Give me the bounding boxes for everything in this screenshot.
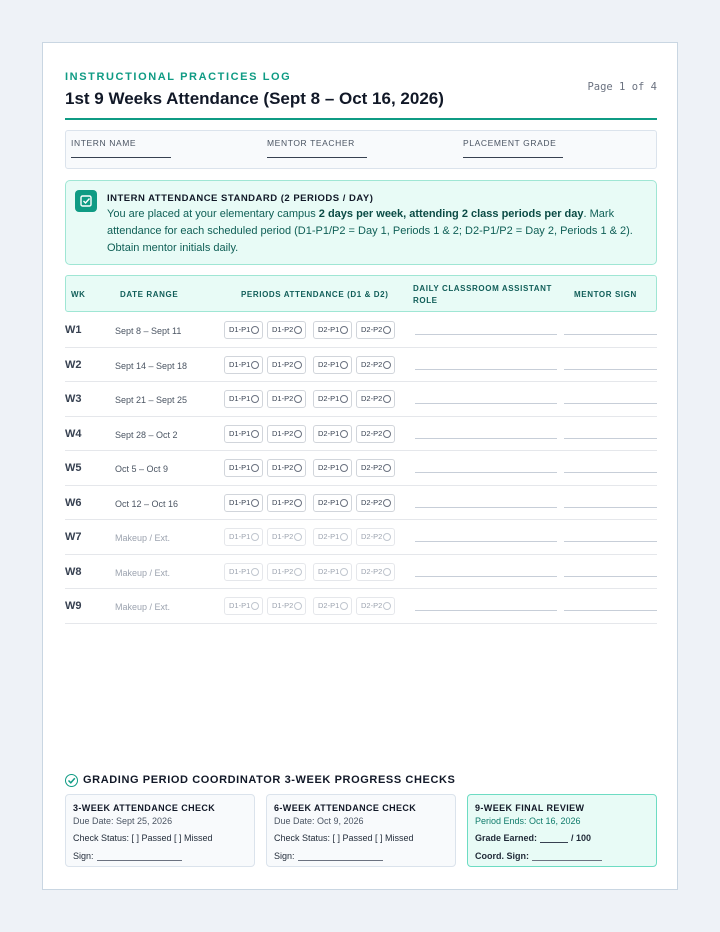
week-label: W5 xyxy=(65,462,82,474)
radio-circle-icon[interactable] xyxy=(294,533,302,541)
assistant-role-line[interactable] xyxy=(415,610,557,611)
intern-name-label: INTERN NAME xyxy=(71,138,137,148)
table-row xyxy=(65,555,657,590)
week-label: W4 xyxy=(65,427,82,440)
period-checkbox[interactable] xyxy=(356,528,395,546)
period-label: D1-P1 xyxy=(229,463,251,472)
week-label: W3 xyxy=(65,393,82,405)
mentor-sign-line[interactable] xyxy=(564,541,657,542)
radio-circle-icon[interactable] xyxy=(251,326,259,334)
date-range: Makeup / Ext. xyxy=(115,567,171,578)
period-checkbox[interactable] xyxy=(267,494,306,512)
table-row xyxy=(65,520,657,555)
header-divider xyxy=(65,118,657,120)
period-checkbox[interactable] xyxy=(313,321,352,339)
progress-checks-title xyxy=(65,774,455,786)
assistant-role-line[interactable] xyxy=(415,507,557,508)
period-checkbox[interactable] xyxy=(267,528,306,546)
period-checkbox[interactable] xyxy=(267,425,306,443)
radio-circle-icon[interactable] xyxy=(251,533,259,541)
col-periods: PERIODS ATTENDANCE (D1 & D2) xyxy=(241,290,389,299)
period-checkbox[interactable] xyxy=(356,563,395,581)
period-label: D2-P2 xyxy=(361,463,383,472)
radio-circle-icon[interactable] xyxy=(251,430,259,438)
period-label: D1-P1 xyxy=(229,566,251,576)
mentor-sign-line[interactable] xyxy=(564,472,657,473)
six-week-check-card xyxy=(266,794,456,867)
assistant-role-line[interactable] xyxy=(415,541,557,542)
radio-circle-icon[interactable] xyxy=(251,395,259,403)
period-checkbox[interactable] xyxy=(356,597,395,615)
week-label: W6 xyxy=(65,496,82,509)
radio-circle-icon[interactable] xyxy=(340,361,348,369)
standard-text: You are placed at your elementary campus 2 days per week, attending 2 class periods per day. Mark attendance for each scheduled period (D1-P1/P2 = Day 1, Periods 1 & 2; D2-P1/P2 = Day 2, Periods 1 & 2). Obtain mentor initials daily. xyxy=(107,208,633,254)
period-checkbox[interactable] xyxy=(356,321,395,339)
final-review-card xyxy=(467,794,657,867)
card-sign-field[interactable]: Sign: xyxy=(274,851,383,861)
card-check-status[interactable]: Check Status: [ ] Passed [ ] Missed xyxy=(73,833,213,843)
period-checkbox[interactable] xyxy=(313,425,352,443)
period-label: D1-P2 xyxy=(272,601,294,610)
radio-circle-icon[interactable] xyxy=(383,395,391,403)
mentor-sign-line[interactable] xyxy=(564,507,657,508)
checkbox-icon xyxy=(75,190,97,212)
card-sign-field[interactable]: Sign: xyxy=(73,851,182,861)
document-page xyxy=(42,42,678,890)
period-label: D2-P2 xyxy=(361,497,383,507)
week-label: W7 xyxy=(65,531,82,543)
date-range: Makeup / Ext. xyxy=(115,602,171,612)
mentor-sign-line[interactable] xyxy=(564,438,657,439)
period-label: D2-P2 xyxy=(361,532,383,541)
radio-circle-icon[interactable] xyxy=(340,499,348,507)
assistant-role-line[interactable] xyxy=(415,403,557,404)
radio-circle-icon[interactable] xyxy=(383,533,391,541)
period-checkbox[interactable] xyxy=(313,494,352,512)
mentor-sign-line[interactable] xyxy=(564,334,657,335)
col-wk: WK xyxy=(71,290,86,299)
period-label: D2-P1 xyxy=(318,359,340,369)
standard-title: INTERN ATTENDANCE STANDARD (2 PERIODS / DAY) xyxy=(107,193,374,204)
card-due-date: Due Date: Sept 25, 2026 xyxy=(73,816,173,826)
period-checkbox[interactable] xyxy=(267,321,306,339)
assistant-role-line[interactable] xyxy=(415,472,557,473)
card-due-date: Due Date: Oct 9, 2026 xyxy=(274,816,364,826)
period-label: D1-P1 xyxy=(229,325,251,334)
period-label: D1-P2 xyxy=(272,359,294,369)
period-label: D2-P1 xyxy=(318,566,340,576)
period-checkbox[interactable] xyxy=(313,563,352,581)
assistant-role-line[interactable] xyxy=(415,438,557,439)
period-checkbox[interactable] xyxy=(267,356,306,374)
assistant-role-line[interactable] xyxy=(415,369,557,370)
period-checkbox[interactable] xyxy=(224,528,263,546)
radio-circle-icon[interactable] xyxy=(340,430,348,438)
mentor-sign-line[interactable] xyxy=(564,369,657,370)
radio-circle-icon[interactable] xyxy=(383,326,391,334)
period-label: D1-P1 xyxy=(229,394,251,403)
radio-circle-icon[interactable] xyxy=(294,395,302,403)
period-label: D1-P1 xyxy=(229,497,251,507)
check-circle-icon xyxy=(65,774,78,787)
table-row xyxy=(65,348,657,383)
date-range: Sept 28 – Oct 2 xyxy=(115,429,178,440)
week-label: W8 xyxy=(65,565,82,578)
assistant-role-line[interactable] xyxy=(415,334,557,335)
radio-circle-icon[interactable] xyxy=(294,602,302,610)
period-checkbox[interactable] xyxy=(267,459,306,477)
period-label: D1-P1 xyxy=(229,359,251,369)
radio-circle-icon[interactable] xyxy=(383,499,391,507)
attendance-standard-callout xyxy=(65,180,657,265)
period-label: D2-P1 xyxy=(318,532,340,541)
radio-circle-icon[interactable] xyxy=(251,602,259,610)
col-mentor-sign: MENTOR SIGN xyxy=(574,290,637,299)
radio-circle-icon[interactable] xyxy=(340,602,348,610)
period-label: D2-P1 xyxy=(318,601,340,610)
mentor-teacher-line[interactable] xyxy=(267,157,367,158)
intern-name-line[interactable] xyxy=(71,157,171,158)
period-checkbox[interactable] xyxy=(313,459,352,477)
placement-grade-field[interactable] xyxy=(463,138,563,158)
grade-earned-field[interactable]: Grade Earned: / 100 xyxy=(475,833,592,843)
period-label: D2-P1 xyxy=(318,394,340,403)
period-checkbox[interactable] xyxy=(224,459,263,477)
radio-circle-icon[interactable] xyxy=(383,464,391,472)
radio-circle-icon[interactable] xyxy=(294,568,302,576)
card-title: 9-WEEK FINAL REVIEW xyxy=(475,803,585,813)
period-checkbox[interactable] xyxy=(267,390,306,408)
week-label: W1 xyxy=(65,324,82,336)
three-week-check-card xyxy=(65,794,255,867)
radio-circle-icon[interactable] xyxy=(294,361,302,369)
radio-circle-icon[interactable] xyxy=(383,602,391,610)
week-label: W2 xyxy=(65,358,82,371)
table-row xyxy=(65,589,657,624)
table-row xyxy=(65,486,657,521)
radio-circle-icon[interactable] xyxy=(383,568,391,576)
period-label: D1-P1 xyxy=(229,428,251,438)
signature-line[interactable] xyxy=(298,860,383,861)
period-label: D2-P1 xyxy=(318,497,340,507)
placement-grade-line[interactable] xyxy=(463,157,563,158)
period-checkbox[interactable] xyxy=(356,459,395,477)
period-label: D2-P2 xyxy=(361,359,383,369)
col-assistant-role: DAILY CLASSROOM ASSISTANT ROLE xyxy=(413,284,553,305)
period-checkbox[interactable] xyxy=(313,356,352,374)
period-checkbox[interactable] xyxy=(224,321,263,339)
signature-line[interactable] xyxy=(97,860,182,861)
table-row xyxy=(65,451,657,486)
card-period-end: Period Ends: Oct 16, 2026 xyxy=(475,816,581,826)
period-label: D1-P2 xyxy=(272,394,294,403)
date-range: Sept 14 – Sept 18 xyxy=(115,360,188,371)
week-label: W9 xyxy=(65,600,82,612)
radio-circle-icon[interactable] xyxy=(294,499,302,507)
period-label: D1-P2 xyxy=(272,325,294,334)
period-checkbox[interactable] xyxy=(313,597,352,615)
signature-line[interactable] xyxy=(532,860,602,861)
radio-circle-icon[interactable] xyxy=(294,464,302,472)
table-row xyxy=(65,313,657,348)
grade-line[interactable] xyxy=(540,842,568,843)
card-title: 3-WEEK ATTENDANCE CHECK xyxy=(73,803,216,813)
period-label: D2-P1 xyxy=(318,463,340,472)
date-range: Oct 12 – Oct 16 xyxy=(115,498,179,509)
radio-circle-icon[interactable] xyxy=(340,568,348,576)
radio-circle-icon[interactable] xyxy=(251,361,259,369)
radio-circle-icon[interactable] xyxy=(340,395,348,403)
mentor-teacher-label: MENTOR TEACHER xyxy=(267,138,355,148)
period-checkbox[interactable] xyxy=(267,563,306,581)
period-checkbox[interactable] xyxy=(313,390,352,408)
mentor-teacher-field[interactable] xyxy=(267,138,367,158)
radio-circle-icon[interactable] xyxy=(383,361,391,369)
date-range: Oct 5 – Oct 9 xyxy=(115,464,169,474)
date-range: Makeup / Ext. xyxy=(115,533,171,543)
page-number: Page 1 of 4 xyxy=(587,81,657,93)
radio-circle-icon[interactable] xyxy=(294,326,302,334)
period-checkbox[interactable] xyxy=(224,563,263,581)
table-row xyxy=(65,382,657,417)
period-checkbox[interactable] xyxy=(356,356,395,374)
period-label: D2-P1 xyxy=(318,325,340,334)
radio-circle-icon[interactable] xyxy=(340,533,348,541)
radio-circle-icon[interactable] xyxy=(340,464,348,472)
period-label: D1-P2 xyxy=(272,566,294,576)
period-checkbox[interactable] xyxy=(313,528,352,546)
period-label: D1-P2 xyxy=(272,463,294,472)
period-label: D1-P2 xyxy=(272,497,294,507)
period-checkbox[interactable] xyxy=(267,597,306,615)
period-label: D1-P1 xyxy=(229,532,251,541)
period-checkbox[interactable] xyxy=(224,597,263,615)
radio-circle-icon[interactable] xyxy=(251,568,259,576)
intern-name-field[interactable] xyxy=(71,138,171,158)
coordinator-sign-field[interactable]: Coord. Sign: xyxy=(475,851,602,861)
radio-circle-icon[interactable] xyxy=(294,430,302,438)
period-label: D2-P2 xyxy=(361,394,383,403)
period-label: D2-P2 xyxy=(361,601,383,610)
period-checkbox[interactable] xyxy=(356,425,395,443)
period-label: D1-P1 xyxy=(229,601,251,610)
progress-checks-label: GRADING PERIOD COORDINATOR 3-WEEK PROGRESS CHECKS xyxy=(83,774,456,786)
period-checkbox[interactable] xyxy=(224,494,263,512)
period-checkbox[interactable] xyxy=(356,494,395,512)
period-label: D2-P2 xyxy=(361,428,383,438)
period-checkbox[interactable] xyxy=(224,356,263,374)
card-title: 6-WEEK ATTENDANCE CHECK xyxy=(274,803,417,813)
col-date-range: DATE RANGE xyxy=(120,290,179,299)
radio-circle-icon[interactable] xyxy=(251,464,259,472)
table-row xyxy=(65,417,657,452)
attendance-table-header xyxy=(65,275,657,312)
radio-circle-icon[interactable] xyxy=(340,326,348,334)
date-range: Sept 8 – Sept 11 xyxy=(115,326,182,336)
date-range: Sept 21 – Sept 25 xyxy=(115,395,188,405)
mentor-sign-line[interactable] xyxy=(564,403,657,404)
assistant-role-line[interactable] xyxy=(415,576,557,577)
period-checkbox[interactable] xyxy=(224,425,263,443)
radio-circle-icon[interactable] xyxy=(383,430,391,438)
mentor-sign-line[interactable] xyxy=(564,610,657,611)
mentor-sign-line[interactable] xyxy=(564,576,657,577)
period-label: D1-P2 xyxy=(272,428,294,438)
log-eyebrow: INSTRUCTIONAL PRACTICES LOG xyxy=(65,71,292,83)
page-title: 1st 9 Weeks Attendance (Sept 8 – Oct 16, 2026) xyxy=(65,89,444,108)
period-checkbox[interactable] xyxy=(356,390,395,408)
period-checkbox[interactable] xyxy=(224,390,263,408)
period-label: D2-P2 xyxy=(361,566,383,576)
period-label: D1-P2 xyxy=(272,532,294,541)
placement-grade-label: PLACEMENT GRADE xyxy=(463,138,557,148)
intern-info-box xyxy=(65,130,657,169)
period-label: D2-P1 xyxy=(318,428,340,438)
card-check-status[interactable]: Check Status: [ ] Passed [ ] Missed xyxy=(274,833,414,843)
radio-circle-icon[interactable] xyxy=(251,499,259,507)
period-label: D2-P2 xyxy=(361,325,383,334)
